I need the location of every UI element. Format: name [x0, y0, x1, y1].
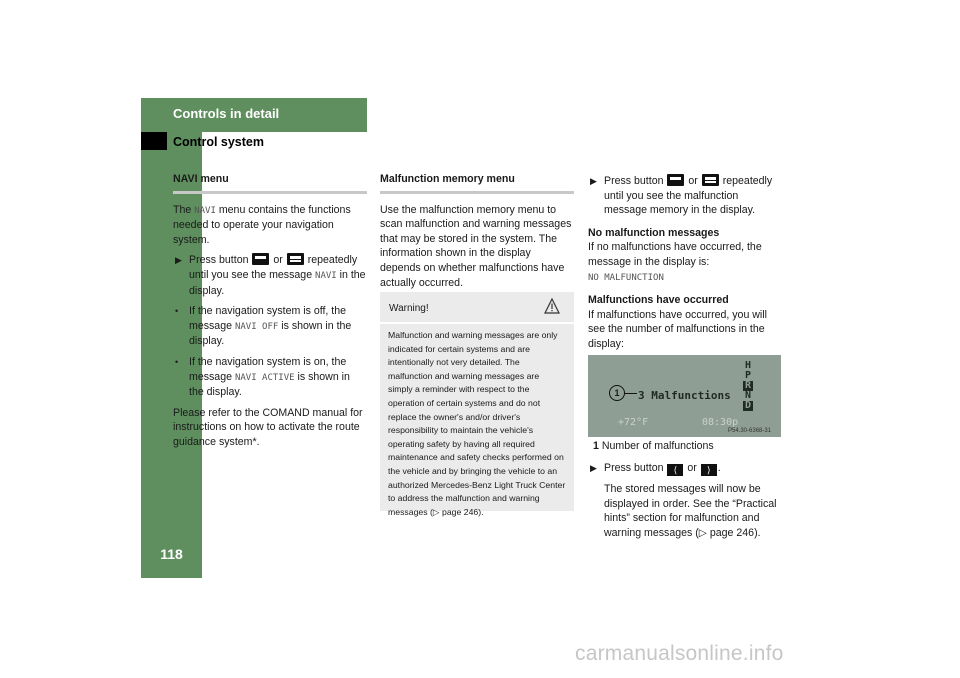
navi-bullet-off: • If the navigation system is off, the message NAVI OFF is shown in the display. — [175, 305, 352, 348]
navi-column — [173, 172, 367, 456]
have-malfunction-heading: Malfunctions have occurred — [588, 294, 729, 307]
gear-indicator — [743, 361, 753, 411]
bullet-icon: • — [175, 306, 179, 317]
malfunction-step: ▶ Press button or repeatedly until you see the malfunction message memory in the display. — [590, 175, 773, 217]
scroll-step-result: The stored messages will now be displayed in order. See the “Practical hints” section for malfunction and warning messages (▷ page 246). — [604, 483, 777, 539]
malfunction-steps-column — [588, 172, 782, 358]
display-time: 08:30p — [702, 417, 739, 428]
malfunction-intro: Use the malfunction memory menu to scan malfunction and warning messages that may be stored in the system. The information shown in the display depends on whether malfunctions have actually occurred. — [380, 203, 572, 289]
step-arrow-icon: ▶ — [175, 255, 182, 266]
previous-button-icon: ⟨ — [667, 464, 683, 476]
next-button-icon: ⟩ — [701, 464, 717, 476]
warning-box — [380, 292, 574, 517]
navi-intro: The NAVI menu contains the functions needed to operate your navigation system. — [173, 203, 351, 246]
watermark: carmanualsonline.info — [575, 642, 784, 665]
have-malfunction-text: If malfunctions have occurred, you will see the number of malfunctions in the display: — [588, 308, 767, 350]
callout-line — [625, 393, 637, 394]
navi-bullet-on: • If the navigation system is on, the message NAVI ACTIVE is shown in the display. — [175, 355, 350, 399]
no-malfunction-heading: No malfunction messages — [588, 226, 720, 239]
menu-up-button-icon — [667, 174, 684, 186]
chapter-marker — [141, 132, 167, 150]
legend-number: 1 — [593, 440, 599, 452]
malfunction-heading: Malfunction memory menu — [380, 172, 574, 194]
section-title: Controls in detail — [173, 106, 280, 121]
malfunction-scroll-steps — [588, 459, 782, 546]
gear-r: R — [744, 380, 752, 391]
warning-body: Malfunction and warning messages are only indicated for certain systems and are intentionally not very detailed. The malfunction and warning messages are simply a reminder with respect to the operation of certain systems and do not replace the owner's and/or driver's responsibility to maintain the vehicle's operating safety by having all required maintenance and safety checks performed on the vehicle and by bringing the vehicle to an authorized Mercedes-Benz Light Truck Center to address the malfunction and warning messages (▷ page 246). — [388, 330, 566, 517]
legend-text: Number of malfunctions — [601, 440, 714, 452]
page-number: 118 — [160, 546, 183, 562]
callout-marker: 1 — [609, 385, 625, 401]
step-arrow-icon: ▶ — [590, 463, 597, 473]
navi-heading: NAVI menu — [173, 172, 367, 194]
warning-header — [380, 292, 574, 324]
gear-n: N — [744, 390, 752, 401]
malfunction-column — [380, 172, 574, 296]
navi-step: ▶ Press button or repeatedly until you see the message NAVI in the display. — [175, 254, 366, 297]
gear-p: P — [744, 370, 752, 381]
no-malfunction-text: If no malfunctions have occurred, the message in the display is: NO MALFUNCTION — [588, 241, 762, 283]
navi-outro: Please refer to the COMAND manual for instructions on how to activate the route guidance system*. — [173, 406, 363, 448]
warning-triangle-icon — [544, 298, 560, 314]
instrument-display-figure — [588, 355, 781, 437]
figure-legend — [593, 440, 714, 452]
menu-down-button-icon — [702, 174, 719, 186]
figure-id: P54.30-6368-31 — [728, 428, 772, 434]
scroll-step: ▶ Press button ⟨ or ⟩ . — [590, 462, 721, 475]
warning-title: Warning! — [389, 303, 429, 314]
menu-up-button-icon — [252, 253, 269, 265]
gear-d: D — [744, 400, 752, 411]
bullet-icon: • — [175, 356, 179, 367]
gear-h: H — [744, 360, 752, 371]
chapter-title: Control system — [173, 135, 264, 149]
display-temperature: +72°F — [618, 417, 649, 428]
display-malfunction-count: 3 Malfunctions — [638, 389, 731, 402]
menu-down-button-icon — [287, 253, 304, 265]
step-arrow-icon: ▶ — [590, 176, 597, 186]
